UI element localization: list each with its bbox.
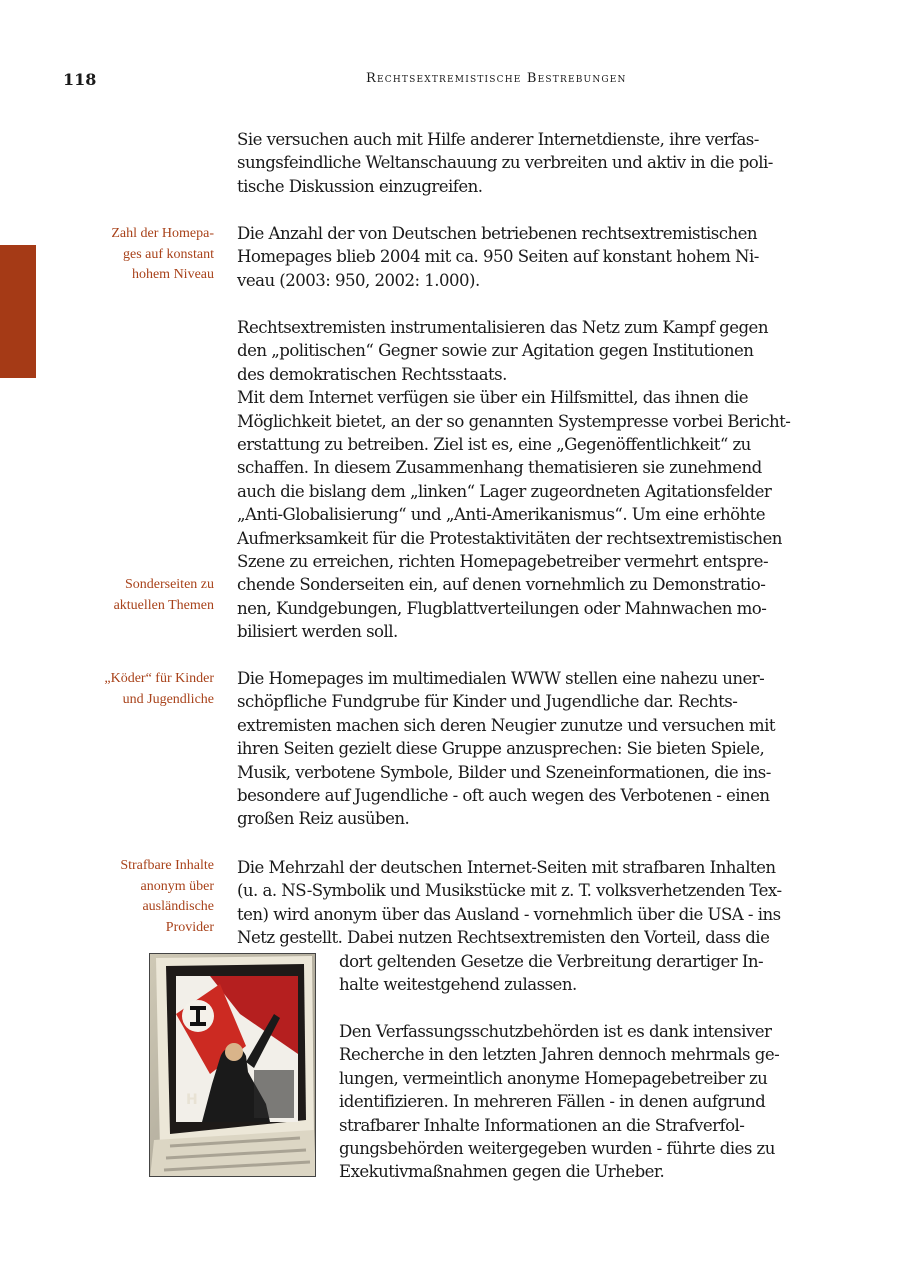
margin-note-line: ausländische xyxy=(142,899,214,914)
paragraph-internetdienste xyxy=(237,128,817,198)
paragraph-line: Möglichkeit bietet, an der so genannten Systempresse vorbei Bericht- xyxy=(237,411,791,431)
paragraph-anzahl-homepages xyxy=(237,222,817,292)
paragraph-line: chende Sonderseiten ein, auf denen vornehmlich zu Demonstratio- xyxy=(237,575,766,595)
margin-note-line: hohem Niveau xyxy=(131,267,214,282)
paragraph-line: Musik, verbotene Symbole, Bilder und Szeneinformationen, die ins- xyxy=(237,762,771,782)
margin-note-line: anonym über xyxy=(140,878,214,894)
paragraph-line: schöpfliche Fundgrube für Kinder und Jugendliche dar. Rechts- xyxy=(237,692,738,712)
margin-note-line: ges auf konstant xyxy=(123,246,214,262)
paragraph-line: Netz gestellt. Dabei nutzen Rechtsextremisten den Vorteil, dass die xyxy=(237,928,770,948)
paragraph-line: schaffen. In diesem Zusammenhang thematisieren sie zunehmend xyxy=(237,458,762,478)
paragraph-line: Die Mehrzahl der deutschen Internet-Seiten mit strafbaren Inhalten xyxy=(237,858,776,877)
paragraph-line: Die Homepages im multimedialen WWW stellen eine nahezu uner- xyxy=(237,669,765,688)
margin-note-line: und Jugendliche xyxy=(122,691,214,707)
paragraph-line: tische Diskussion einzugreifen. xyxy=(237,176,483,196)
margin-note-line: Provider xyxy=(165,919,214,935)
paragraph-line: bilisiert werden soll. xyxy=(237,622,398,642)
paragraph-line: den „politischen“ Gegner sowie zur Agitation gegen Institutionen xyxy=(237,341,754,361)
paragraph-line: identifizieren. In mehreren Fällen - in denen aufgrund xyxy=(339,1092,766,1112)
paragraph-line: ten) wird anonym über das Ausland - vornehmlich über die USA - ins xyxy=(237,904,781,924)
paragraph-line: erstattung zu betreiben. Ziel ist es, eine „Gegenöffentlichkeit“ zu xyxy=(237,435,751,455)
paragraph-line: Den Verfassungsschutzbehörden ist es dank intensiver xyxy=(339,1022,772,1041)
svg-text:H: H xyxy=(186,1092,198,1108)
paragraph-line: Mit dem Internet verfügen sie über ein Hilfsmittel, das ihnen die xyxy=(237,388,749,408)
paragraph-line: Exekutivmaßnahmen gegen die Urheber. xyxy=(339,1162,665,1182)
paragraph-koeder xyxy=(237,667,817,831)
paragraph-line: Rechtsextremisten instrumentalisieren das Netz zum Kampf gegen xyxy=(237,318,768,337)
computer-monitor-photo-icon xyxy=(149,953,316,1177)
margin-note-sonderseiten xyxy=(50,575,214,616)
paragraph-line: „Anti-Globalisierung“ und „Anti-Amerikanismus“. Um eine erhöhte xyxy=(237,505,766,525)
chapter-side-tab xyxy=(0,245,36,378)
paragraph-line: Homepages blieb 2004 mit ca. 950 Seiten auf konstant hohem Ni- xyxy=(237,247,759,267)
running-head: Rechtsextremistische Bestrebungen xyxy=(366,71,627,86)
paragraph-line: extremisten machen sich deren Neugier zunutze und versuchen mit xyxy=(237,715,775,735)
paragraph-line: auch die bislang dem „linken“ Lager zugeordneten Agitationsfelder xyxy=(237,481,772,501)
margin-note-strafbare-inhalte xyxy=(50,856,214,938)
paragraph-line: veau (2003: 950, 2002: 1.000). xyxy=(237,270,480,290)
paragraph-line: Szene zu erreichen, richten Homepagebetreiber vermehrt entspre- xyxy=(237,552,768,572)
margin-note-line: aktuellen Themen xyxy=(113,597,214,613)
margin-note-homepages xyxy=(50,224,214,286)
paragraph-line: strafbarer Inhalte Informationen an die Strafverfol- xyxy=(339,1115,745,1135)
margin-note-koeder xyxy=(50,669,214,710)
paragraph-strafbare-inhalte-cont xyxy=(339,950,809,997)
paragraph-verfassungsschutz xyxy=(339,1020,809,1184)
paragraph-line: großen Reiz ausüben. xyxy=(237,809,410,829)
paragraph-line: Sie versuchen auch mit Hilfe anderer Internetdienste, ihre verfas- xyxy=(237,130,759,149)
paragraph-line: Die Anzahl der von Deutschen betriebenen rechtsextremistischen xyxy=(237,224,758,243)
paragraph-line: sungsfeindliche Weltanschauung zu verbreiten und aktiv in die poli- xyxy=(237,153,773,173)
paragraph-line: des demokratischen Rechtsstaats. xyxy=(237,364,507,384)
margin-note-line: Sonderseiten zu xyxy=(124,577,214,592)
margin-note-line: Strafbare Inhalte xyxy=(120,858,214,873)
paragraph-line: nen, Kundgebungen, Flugblattverteilungen oder Mahnwachen mo- xyxy=(237,598,767,618)
paragraph-line: halte weitestgehend zulassen. xyxy=(339,975,577,995)
paragraph-strafbare-inhalte xyxy=(237,856,817,950)
margin-note-line: Zahl der Homepa- xyxy=(111,226,214,241)
page-number: 118 xyxy=(63,70,97,89)
paragraph-line: besondere auf Jugendliche - oft auch wegen des Verbotenen - einen xyxy=(237,786,770,806)
paragraph-line: dort geltenden Gesetze die Verbreitung derartiger In- xyxy=(339,952,764,971)
paragraph-line: Recherche in den letzten Jahren dennoch mehrmals ge- xyxy=(339,1045,780,1065)
paragraph-line: ihren Seiten gezielt diese Gruppe anzusprechen: Sie bieten Spiele, xyxy=(237,739,765,759)
paragraph-line: lungen, vermeintlich anonyme Homepagebetreiber zu xyxy=(339,1068,768,1088)
paragraph-instrumentalisierung xyxy=(237,316,817,644)
margin-note-line: „Köder“ für Kinder xyxy=(104,671,214,686)
paragraph-line: Aufmerksamkeit für die Protestaktivitäten der rechtsextremistischen xyxy=(237,528,782,548)
paragraph-line: (u. a. NS-Symbolik und Musikstücke mit z. T. volksverhetzenden Tex- xyxy=(237,881,782,901)
paragraph-line: gungsbehörden weitergegeben wurden - führte dies zu xyxy=(339,1139,775,1159)
